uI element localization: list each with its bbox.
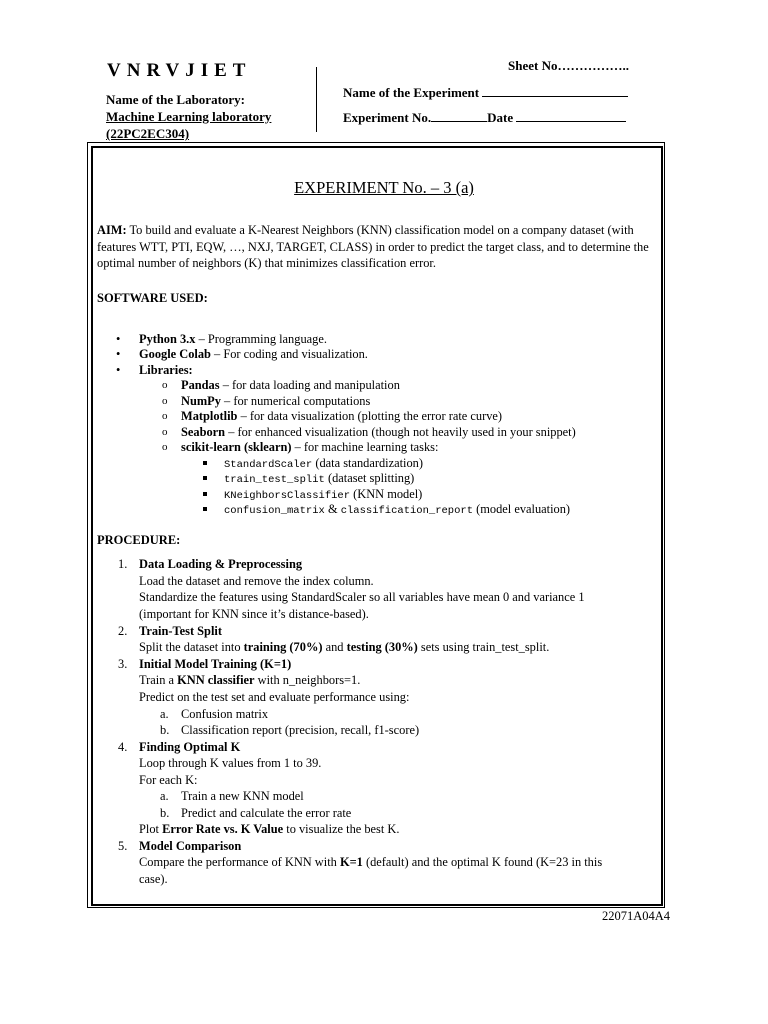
list-item: StandardScaler (data standardization) — [224, 456, 424, 471]
experiment-name-blank — [482, 84, 628, 97]
experiment-no-blank — [431, 109, 487, 122]
procedure-line: For each K: — [139, 773, 198, 787]
list-item: o scikit-learn (sklearn) – for machine learning tasks: — [181, 439, 438, 455]
procedure-line: Load the dataset and remove the index column. — [139, 574, 374, 588]
procedure-step-4: 4. Finding Optimal K — [118, 740, 241, 754]
date-blank — [516, 109, 626, 122]
college-name: VNRVJIET — [107, 60, 252, 81]
lab-name: Machine Learning laboratory — [106, 109, 272, 124]
list-item: o Seaborn – for enhanced visualization (though not heavily used in your snippet) — [181, 424, 576, 440]
procedure-line: Plot Error Rate vs. K Value to visualize the best K. — [139, 822, 400, 836]
header-divider — [316, 67, 317, 132]
procedure-subitem: b. Predict and calculate the error rate — [160, 806, 352, 820]
list-item: • Libraries: — [139, 362, 193, 378]
list-item: • Python 3.x – Programming language. — [139, 331, 327, 347]
experiment-name-field — [343, 84, 628, 101]
experiment-no-field — [343, 109, 626, 126]
roll-number: 22071A04A4 — [602, 909, 671, 923]
procedure-line: Standardize the features using StandardScaler so all variables have mean 0 and variance 1 — [139, 590, 585, 604]
lab-code: (22PC2EC304) — [106, 126, 190, 141]
sheet-no: Sheet No…………….. — [508, 58, 629, 73]
aim-text: To build and evaluate a K-Nearest Neighbors (KNN) classification model on a company dataset (with features WTT, PTI, EQW, …, NXJ, TARGET, CLASS) in order to predict the target class, and to determine the optimal number of neighbors (K) that minimizes classification error. — [97, 223, 649, 271]
date-label: Date — [487, 110, 514, 125]
procedure-line: Loop through K values from 1 to 39. — [139, 756, 322, 770]
procedure-subitem: b. Classification report (precision, recall, f1-score) — [160, 723, 420, 737]
procedure-subitem: a. Train a new KNN model — [160, 789, 304, 803]
procedure-heading: PROCEDURE: — [97, 533, 181, 547]
list-item: confusion_matrix & classification_report (model evaluation) — [224, 502, 571, 517]
procedure-line: Compare the performance of KNN with K=1 (default) and the optimal K found (K=23 in this — [139, 855, 603, 869]
procedure-subitem: a. Confusion matrix — [160, 707, 269, 721]
aim-label: AIM: — [97, 223, 127, 237]
procedure-step-3: 3. Initial Model Training (K=1) — [118, 657, 292, 671]
list-item: o Matplotlib – for data visualization (plotting the error rate curve) — [181, 408, 502, 424]
list-item: train_test_split (dataset splitting) — [224, 471, 415, 486]
procedure-step-5: 5. Model Comparison — [118, 839, 242, 853]
lab-label: Name of the Laboratory: — [106, 92, 245, 107]
procedure-line: case). — [139, 872, 168, 886]
aim-paragraph — [97, 222, 657, 272]
procedure-line: Predict on the test set and evaluate performance using: — [139, 690, 410, 704]
software-heading: SOFTWARE USED: — [97, 291, 208, 305]
list-item: KNeighborsClassifier (KNN model) — [224, 487, 423, 502]
experiment-name-label: Name of the Experiment — [343, 85, 480, 100]
list-item: o NumPy – for numerical computations — [181, 393, 370, 409]
list-item: • Google Colab – For coding and visualization. — [139, 346, 368, 362]
list-item: o Pandas – for data loading and manipulation — [181, 377, 400, 393]
procedure-line: Split the dataset into training (70%) and testing (30%) sets using train_test_split. — [139, 640, 550, 654]
procedure-step-1: 1. Data Loading & Preprocessing — [118, 557, 303, 571]
procedure-step-2: 2. Train-Test Split — [118, 624, 222, 638]
procedure-line: Train a KNN classifier with n_neighbors=1. — [139, 673, 361, 687]
experiment-title: EXPERIMENT No. – 3 (a) — [294, 178, 474, 197]
experiment-no-label: Experiment No. — [343, 110, 432, 125]
procedure-line: (important for KNN since it’s distance-based). — [139, 607, 369, 621]
